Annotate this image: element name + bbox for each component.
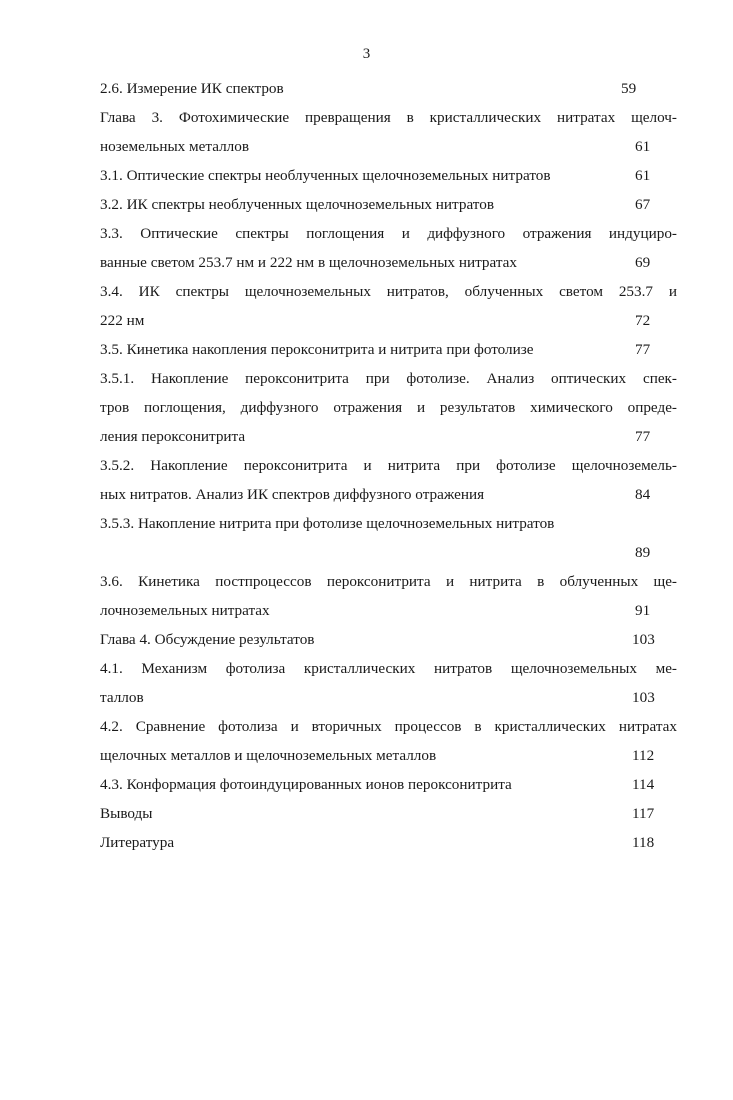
toc-entry-text: 4.1. Механизм фотолиза кристаллических нитратов щелочноземельных ме- bbox=[100, 660, 677, 677]
toc-entry-text: 222 нм bbox=[100, 312, 145, 329]
toc-entry bbox=[100, 451, 677, 509]
toc-entry-text: 3.5.1. Накопление пероксонитрита при фотолизе. Анализ оптических спек- bbox=[100, 370, 677, 387]
toc-entry-page: 61 bbox=[635, 138, 651, 155]
toc-entry-text: ванные светом 253.7 нм и 222 нм в щелочноземельных нитратах bbox=[100, 254, 518, 271]
table-of-contents bbox=[100, 74, 677, 857]
toc-entry-text: ления пероксонитрита bbox=[100, 428, 246, 445]
toc-entry bbox=[100, 190, 677, 219]
toc-entry bbox=[100, 277, 677, 335]
toc-entry bbox=[100, 161, 677, 190]
toc-entry-page: 91 bbox=[635, 602, 651, 619]
toc-entry bbox=[100, 74, 677, 103]
toc-entry-page: 67 bbox=[635, 196, 651, 213]
toc-entry-page: 59 bbox=[621, 80, 637, 97]
toc-entry-page: 112 bbox=[632, 747, 655, 764]
toc-entry-page: 61 bbox=[635, 167, 651, 184]
toc-entry-text: 3.5.3. Накопление нитрита при фотолизе щелочноземельных нитратов bbox=[100, 515, 555, 532]
toc-entry-text: ных нитратов. Анализ ИК спектров диффузного отражения bbox=[100, 486, 485, 503]
toc-entry-text: 4.2. Сравнение фотолиза и вторичных процессов в кристаллических нитратах bbox=[100, 718, 677, 735]
toc-entry bbox=[100, 509, 677, 567]
toc-entry-page: 72 bbox=[635, 312, 651, 329]
toc-entry bbox=[100, 654, 677, 712]
toc-entry-page: 114 bbox=[632, 776, 655, 793]
toc-entry bbox=[100, 625, 677, 654]
toc-entry-text: Литература bbox=[100, 834, 175, 851]
page-number: 3 bbox=[362, 46, 371, 62]
toc-entry bbox=[100, 712, 677, 770]
toc-entry-page: 117 bbox=[632, 805, 655, 822]
toc-entry bbox=[100, 567, 677, 625]
toc-entry bbox=[100, 828, 677, 857]
toc-entry-text: 3.2. ИК спектры необлученных щелочноземельных нитратов bbox=[100, 196, 495, 213]
toc-entry-text: 2.6. Измерение ИК спектров bbox=[100, 80, 284, 97]
toc-entry-text: 3.3. Оптические спектры поглощения и диффузного отражения индуциро- bbox=[100, 225, 677, 242]
toc-entry-page: 77 bbox=[635, 341, 651, 358]
toc-entry-page: 84 bbox=[635, 486, 651, 503]
toc-entry-page: 118 bbox=[632, 834, 655, 851]
toc-entry-page: 103 bbox=[632, 689, 655, 706]
toc-entry-text: 3.1. Оптические спектры необлученных щелочноземельных нитратов bbox=[100, 167, 551, 184]
toc-entry-text: щелочных металлов и щелочноземельных металлов bbox=[100, 747, 437, 764]
toc-entry-text: 3.6. Кинетика постпроцессов пероксонитрита и нитрита в облученных ще- bbox=[100, 573, 677, 590]
toc-entry-text: тров поглощения, диффузного отражения и результатов химического опреде- bbox=[100, 399, 677, 416]
toc-entry-text: лочноземельных нитратах bbox=[100, 602, 270, 619]
toc-entry-page: 103 bbox=[632, 631, 655, 648]
toc-entry-text: 4.3. Конформация фотоиндуцированных ионов пероксонитрита bbox=[100, 776, 512, 793]
toc-entry-text: ноземельных металлов bbox=[100, 138, 250, 155]
toc-entry-text: 3.5.2. Накопление пероксонитрита и нитрита при фотолизе щелочноземель- bbox=[100, 457, 677, 474]
toc-entry-text: 3.5. Кинетика накопления пероксонитрита и нитрита при фотолизе bbox=[100, 341, 534, 358]
toc-entry-page: 89 bbox=[635, 544, 651, 561]
toc-entry-text: Глава 4. Обсуждение результатов bbox=[100, 631, 315, 648]
toc-entry bbox=[100, 364, 677, 451]
toc-entry-page: 69 bbox=[635, 254, 651, 271]
toc-entry-text: Глава 3. Фотохимические превращения в кристаллических нитратах щелоч- bbox=[100, 109, 677, 126]
toc-entry bbox=[100, 103, 677, 161]
toc-entry-text: Выводы bbox=[100, 805, 153, 822]
toc-entry-text: таллов bbox=[100, 689, 144, 706]
toc-entry bbox=[100, 799, 677, 828]
toc-entry-page: 77 bbox=[635, 428, 651, 445]
toc-entry bbox=[100, 219, 677, 277]
toc-entry-text: 3.4. ИК спектры щелочноземельных нитратов, облученных светом 253.7 и bbox=[100, 283, 677, 300]
toc-entry bbox=[100, 335, 677, 364]
toc-entry bbox=[100, 770, 677, 799]
